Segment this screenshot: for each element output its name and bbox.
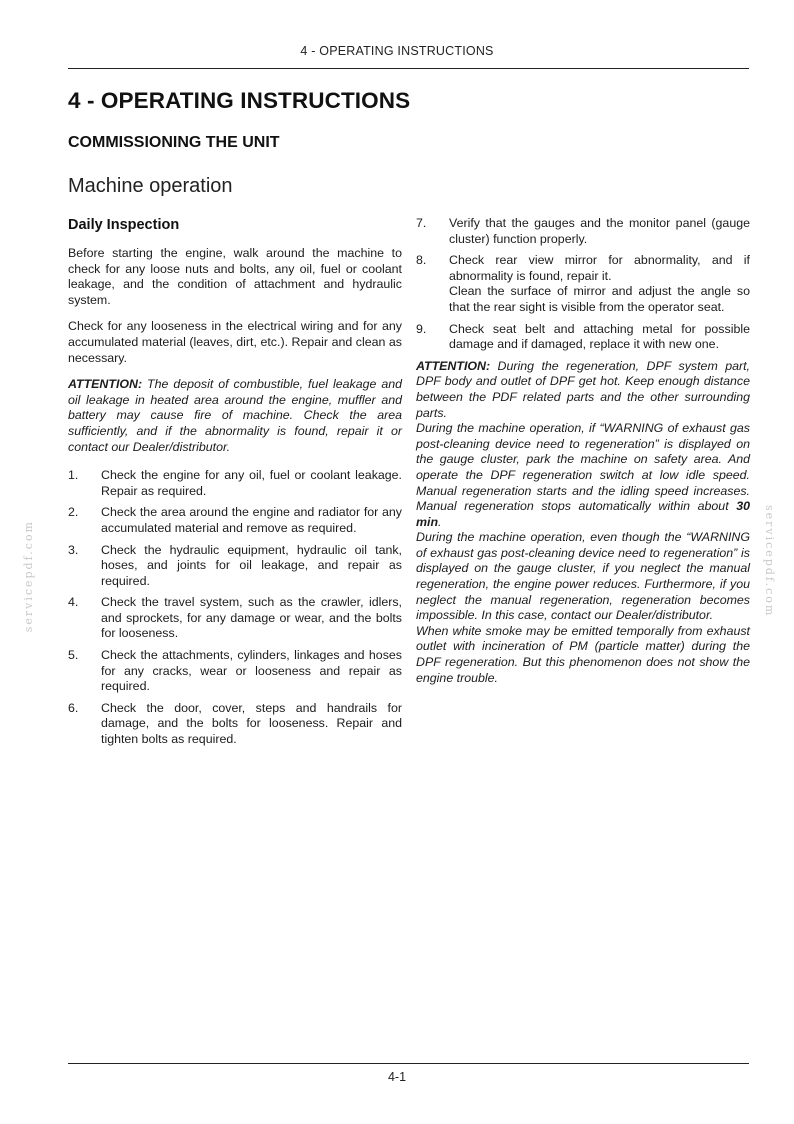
- subsection-title: Machine operation: [68, 175, 233, 197]
- watermark-right: servicepdf.com: [763, 505, 776, 618]
- list-item: [68, 648, 402, 695]
- regeneration-warning-paragraph: [416, 421, 750, 530]
- step-text: Check the area around the engine and radiator for any accumulated material and remove as required.: [101, 505, 402, 535]
- attention-text: The deposit of combustible, fuel leakage and oil leakage in heated area around the engine, muffler and battery may cause fire of machine. Check the area sufficiently, and if the abnormality is found, repair it or contact our Dealer/distributor.: [68, 377, 402, 454]
- list-item: [68, 701, 402, 748]
- wiring-paragraph: Check for any looseness in the electrical wiring and for any accumulated material (leaves, dirt, etc.). Repair and clean as necessary.: [68, 319, 402, 365]
- daily-inspection-heading: Daily Inspection: [68, 217, 180, 233]
- step-text: Check the travel system, such as the crawler, idlers, and sprockets, for any damage or wear, and the bolts for looseness.: [101, 595, 402, 641]
- right-column: [416, 216, 750, 686]
- step-text: Check the attachments, cylinders, linkages and hoses for any cracks, wear or looseness and repair as required.: [101, 648, 402, 694]
- step-text: [449, 253, 750, 315]
- attention-label: ATTENTION:: [68, 377, 143, 392]
- step-text: Check the hydraulic equipment, hydraulic oil tank, hoses, and joints for oil leakage, and repair as required.: [101, 542, 402, 588]
- regeneration-attention-note: [416, 359, 750, 686]
- regeneration-attention-paragraph: [416, 359, 750, 421]
- chapter-title: 4 - OPERATING INSTRUCTIONS: [68, 88, 411, 113]
- left-column: [68, 216, 402, 754]
- step-number: 7.: [416, 216, 427, 230]
- attention-label: ATTENTION:: [416, 358, 491, 373]
- step-text-line: Clean the surface of mirror and adjust the angle so that the rear sight is visible from the operator seat.: [449, 284, 750, 314]
- step-number: 6.: [68, 700, 79, 715]
- list-item: [68, 543, 402, 590]
- step-number: 3.: [68, 542, 79, 557]
- header-rule: [68, 68, 749, 69]
- list-item: [68, 505, 402, 536]
- list-item: [68, 595, 402, 642]
- list-item: [416, 253, 750, 315]
- duration-value: 30 min: [416, 499, 750, 529]
- step-text: Check the engine for any oil, fuel or coolant leakage. Repair as required.: [101, 468, 402, 498]
- step-text: Verify that the gauges and the monitor panel (gauge cluster) function properly.: [449, 216, 750, 246]
- list-item: [416, 322, 750, 353]
- inspection-steps-list-continued: [416, 216, 750, 353]
- page-number: 4-1: [387, 1070, 407, 1084]
- attention-text: .: [438, 514, 442, 529]
- list-item: [416, 216, 750, 247]
- intro-paragraph: Before starting the engine, walk around the machine to check for any loose nuts and bolts, any oil, fuel or coolant leakage, and the condition of attachment and hydraulic system.: [68, 246, 402, 307]
- power-reduction-paragraph: During the machine operation, even though the “WARNING of exhaust gas post-cleaning device need to regeneration” is displayed on the gauge cluster, if you neglect the manual regeneration, the engine power reduces. Furthermore, if you neglect the manual regeneration, regeneration becomes impossible. In this case, contact our Dealer/distributor.: [416, 530, 750, 623]
- running-header: 4 - OPERATING INSTRUCTIONS: [300, 44, 494, 58]
- white-smoke-paragraph: When white smoke may be emitted temporally from exhaust outlet with incineration of PM (particle matter) during the DPF regeneration. But this phenomenon does not show the engine trouble.: [416, 623, 750, 685]
- attention-text: During the machine operation, if “WARNING of exhaust gas post-cleaning device need to regeneration” is displayed on the gauge cluster, park the machine on safety area. And operate the DPF regeneration switch at low idle speed. Manual regeneration starts and the idling speed increases. Manual regeneration stops automatically within about: [416, 421, 750, 514]
- inspection-steps-list: [68, 468, 402, 748]
- step-text-line: Check rear view mirror for abnormality, and if abnormality is found, repair it.: [449, 253, 750, 283]
- step-text: Check the door, cover, steps and handrails for damage, and the bolts for looseness. Repair and tighten bolts as required.: [101, 700, 402, 747]
- step-number: 1.: [68, 468, 79, 483]
- attention-text: During the regeneration, DPF system part, DPF body and outlet of DPF get hot. Keep enough distance between the PDF related parts and the other surrounding parts.: [416, 358, 750, 420]
- step-text: Check seat belt and attaching metal for possible damage and if damaged, replace it with new one.: [449, 321, 750, 352]
- step-number: 9.: [416, 321, 427, 336]
- footer-rule: [68, 1063, 749, 1064]
- watermark-left: servicepdf.com: [22, 520, 35, 633]
- list-item: [68, 468, 402, 499]
- step-number: 5.: [68, 648, 79, 663]
- section-title: COMMISSIONING THE UNIT: [68, 134, 280, 151]
- fire-attention-note: [68, 377, 402, 455]
- step-number: 8.: [416, 253, 427, 268]
- step-number: 4.: [68, 595, 79, 610]
- step-number: 2.: [68, 505, 79, 520]
